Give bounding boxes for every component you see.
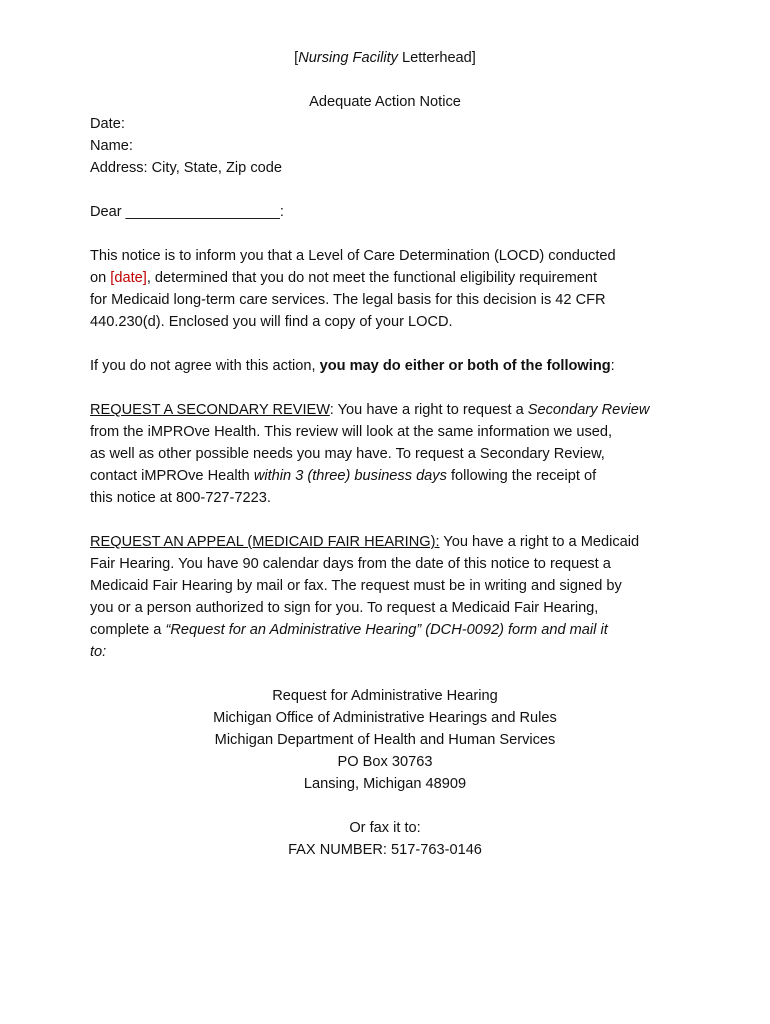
secondary-line-4-post: following the receipt of xyxy=(446,468,597,484)
secondary-line-3: as well as other possible needs you may have. To request a Secondary Review, xyxy=(90,446,605,462)
appeal-heading: REQUEST AN APPEAL (MEDICAID FAIR HEARING): xyxy=(90,534,440,550)
secondary-line-2: from the iMPROve Health. This review will look at the same information we used, xyxy=(90,424,613,440)
secondary-line-4 xyxy=(90,465,680,487)
secondary-deadline: within 3 (three) business days xyxy=(253,468,447,484)
address-line: Michigan Department of Health and Human Services xyxy=(214,732,556,748)
letterhead-facility: Nursing Facility xyxy=(298,50,398,66)
intro-paragraph xyxy=(90,245,680,333)
address-line: Michigan Office of Administrative Hearings and Rules xyxy=(213,710,557,726)
secondary-line-5: this notice at 800-727-7223. xyxy=(90,490,271,506)
appeal-line-1-post: You have a right to a Medicaid xyxy=(439,534,640,550)
options-pre: If you do not agree with this action, xyxy=(90,358,320,374)
options-paragraph xyxy=(90,355,680,377)
intro-line-2-post: , determined that you do not meet the functional eligibility requirement xyxy=(146,270,598,286)
appeal-line-1 xyxy=(90,531,680,553)
mailing-address xyxy=(90,685,680,795)
address-field: Address: City, State, Zip code xyxy=(90,160,282,176)
date-field: Date: xyxy=(90,116,125,132)
appeal-line-3: Medicaid Fair Hearing by mail or fax. The request must be in writing and signed by xyxy=(90,578,622,594)
letterhead-open: [ xyxy=(294,50,299,66)
secondary-review-section xyxy=(90,399,680,509)
fax-intro: Or fax it to: xyxy=(349,820,421,836)
address-line: Request for Administrative Hearing xyxy=(272,688,498,704)
address-line: PO Box 30763 xyxy=(337,754,433,770)
fax-block xyxy=(90,817,680,861)
date-placeholder: [date] xyxy=(110,270,147,286)
secondary-line-4-pre: contact iMPROve Health xyxy=(90,468,254,484)
appeal-section xyxy=(90,531,680,663)
address-line: Lansing, Michigan 48909 xyxy=(303,776,467,792)
options-post: : xyxy=(610,358,615,374)
appeal-form-name: “Request for an Administrative Hearing” (DCH-0092) form and mail it xyxy=(165,622,608,638)
intro-line-2 xyxy=(90,267,680,289)
secondary-line-1-italic: Secondary Review xyxy=(527,402,650,418)
options-bold: you may do either or both of the following xyxy=(319,358,611,374)
appeal-line-5 xyxy=(90,619,680,641)
appeal-line-5-pre: complete a xyxy=(90,622,166,638)
secondary-line-1 xyxy=(90,399,680,421)
salutation: Dear ___________________: xyxy=(90,204,284,220)
intro-line-4: 440.230(d). Enclosed you will find a copy of your LOCD. xyxy=(90,314,453,330)
fax-number: FAX NUMBER: 517-763-0146 xyxy=(288,842,482,858)
letterhead xyxy=(90,47,680,69)
letterhead-rest: Letterhead] xyxy=(397,50,476,66)
name-field: Name: xyxy=(90,138,133,154)
notice-title: Adequate Action Notice xyxy=(309,94,461,110)
intro-line-1: This notice is to inform you that a Level of Care Determination (LOCD) conducted xyxy=(90,248,616,264)
secondary-heading: REQUEST A SECONDARY REVIEW xyxy=(90,402,330,418)
appeal-line-4: you or a person authorized to sign for you. To request a Medicaid Fair Hearing, xyxy=(90,600,599,616)
intro-line-3: for Medicaid long-term care services. The legal basis for this decision is 42 CFR xyxy=(90,292,606,308)
secondary-line-1-post: : You have a right to request a xyxy=(329,402,528,418)
appeal-line-2: Fair Hearing. You have 90 calendar days from the date of this notice to request a xyxy=(90,556,611,572)
intro-line-2-pre: on xyxy=(90,270,111,286)
appeal-line-6: to: xyxy=(90,644,107,660)
